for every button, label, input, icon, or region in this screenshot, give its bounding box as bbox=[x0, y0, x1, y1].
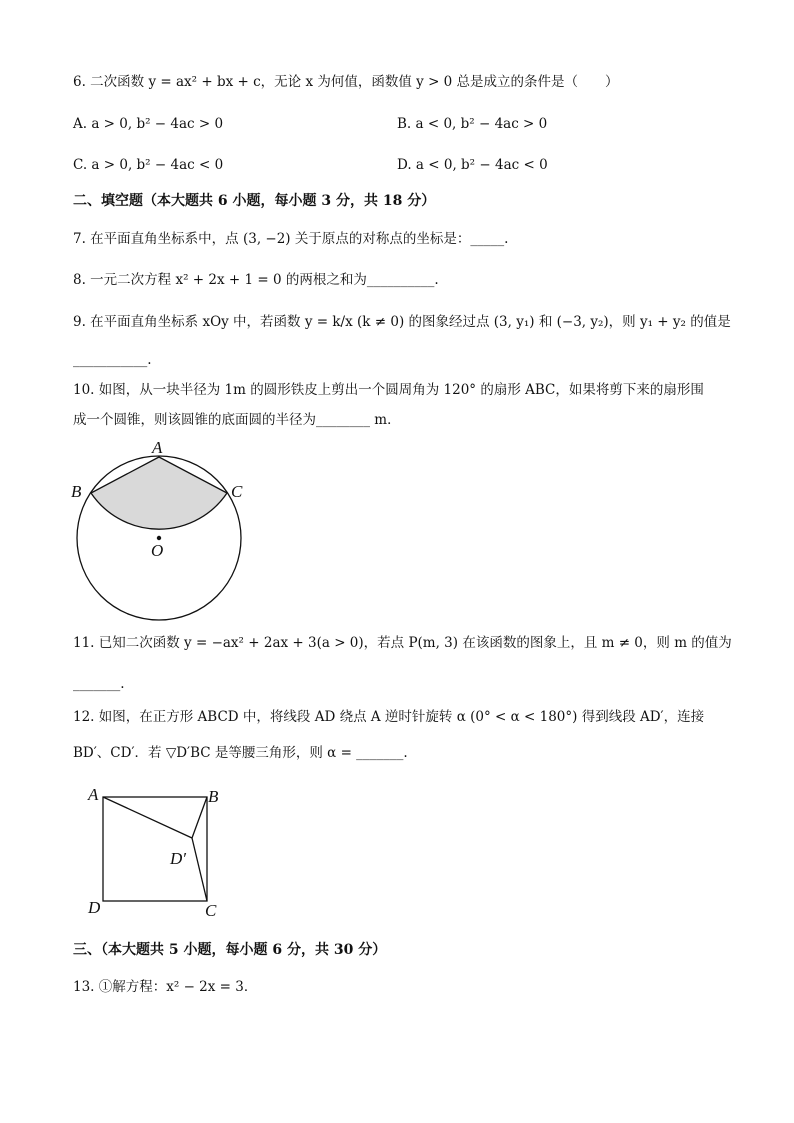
figure-square-abcd bbox=[80, 782, 230, 922]
question-12-line2: BD′、CD′．若 ▽D′BC 是等腰三角形，则 α = _______. bbox=[73, 745, 408, 761]
label-d: D bbox=[88, 898, 101, 917]
center-point bbox=[157, 536, 161, 540]
square-outline bbox=[103, 797, 207, 901]
question-6-stem: 6. 二次函数 y = ax² + bx + c，无论 x 为何值，函数值 y > 0 总是成立的条件是（ ） bbox=[73, 74, 619, 90]
segment-cd-prime bbox=[192, 838, 207, 901]
question-6-option-a: A. a > 0, b² − 4ac > 0 bbox=[73, 116, 224, 132]
label-d-prime: D′ bbox=[170, 849, 186, 868]
question-6-option-d: D. a < 0, b² − 4ac < 0 bbox=[397, 157, 548, 173]
label-a: A bbox=[88, 785, 99, 804]
label-o: O bbox=[151, 541, 164, 560]
label-b: B bbox=[71, 482, 82, 501]
question-11-line2: _______. bbox=[73, 676, 125, 692]
question-9-line1: 9. 在平面直角坐标系 xOy 中，若函数 y = k/x (k ≠ 0) 的图象经过点 (3, y₁) 和 (−3, y₂)，则 y₁ + y₂ 的值是 bbox=[73, 314, 731, 330]
segment-bd-prime bbox=[192, 797, 207, 838]
label-c: C bbox=[231, 482, 243, 501]
question-12-line1: 12. 如图，在正方形 ABCD 中，将线段 AD 绕点 A 逆时针旋转 α (0° < α < 180°) 得到线段 AD′，连接 bbox=[73, 709, 705, 725]
question-13: 13. ①解方程：x² − 2x = 3． bbox=[73, 979, 258, 995]
sector-abc bbox=[91, 457, 227, 529]
label-c: C bbox=[205, 901, 217, 920]
question-11-line1: 11. 已知二次函数 y = −ax² + 2ax + 3(a > 0)，若点 P(m, 3) 在该函数的图象上，且 m ≠ 0，则 m 的值为 bbox=[73, 635, 732, 651]
question-7: 7. 在平面直角坐标系中，点 (3, −2) 关于原点的对称点的坐标是：_____. bbox=[73, 231, 509, 247]
section-3-heading: 三、（本大题共 5 小题，每小题 6 分，共 30 分） bbox=[73, 942, 387, 958]
question-6-option-b: B. a < 0, b² − 4ac > 0 bbox=[397, 116, 548, 132]
question-6-option-c: C. a > 0, b² − 4ac < 0 bbox=[73, 157, 224, 173]
label-b: B bbox=[208, 787, 219, 806]
question-10-line2: 成一个圆锥，则该圆锥的底面圆的半径为________ m． bbox=[73, 412, 401, 428]
question-8: 8. 一元二次方程 x² + 2x + 1 = 0 的两根之和为__________. bbox=[73, 272, 439, 288]
question-9-line2: ___________. bbox=[73, 352, 152, 368]
question-10-line1: 10. 如图，从一块半径为 1m 的圆形铁皮上剪出一个圆周角为 120° 的扇形 ABC，如果将剪下来的扇形围 bbox=[73, 382, 704, 398]
segment-ad-prime bbox=[103, 797, 192, 838]
label-a: A bbox=[152, 438, 163, 457]
section-2-heading: 二、填空题（本大题共 6 小题，每小题 3 分，共 18 分） bbox=[73, 193, 436, 209]
figure-circle-sector bbox=[62, 436, 262, 626]
